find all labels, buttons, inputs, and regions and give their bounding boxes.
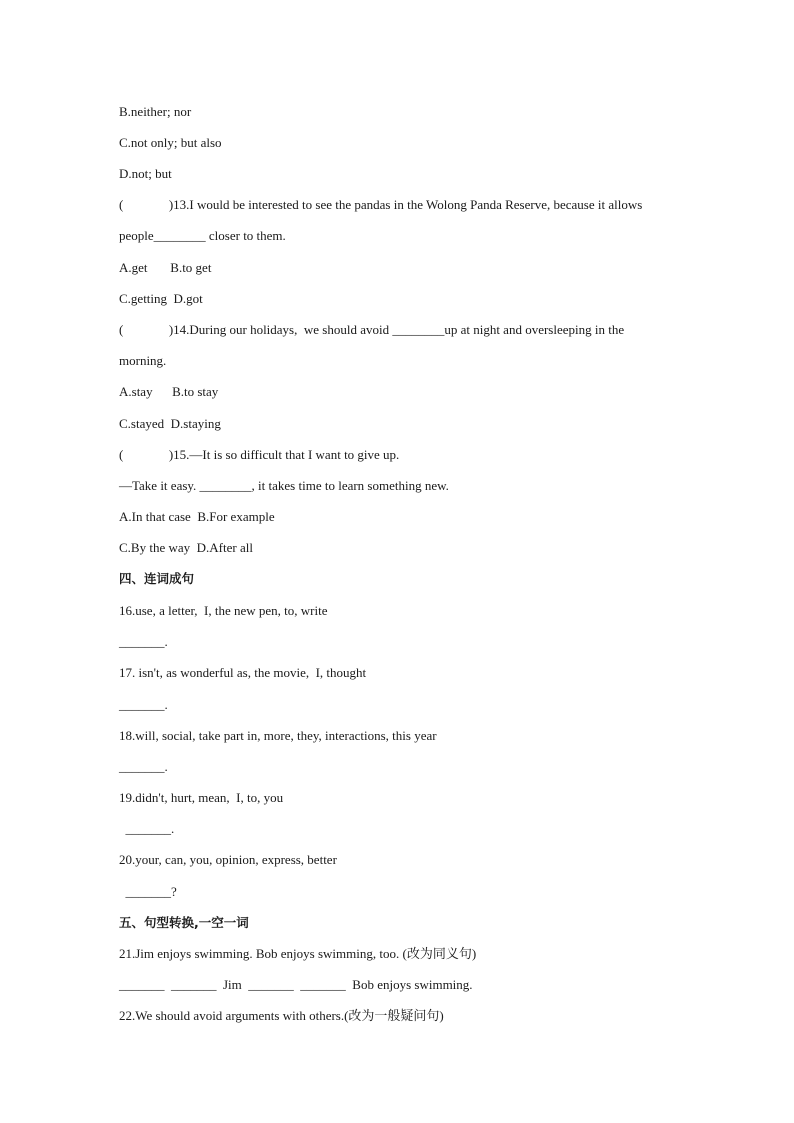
question-21: 21.Jim enjoys swimming. Bob enjoys swimming, too. (改为同义句) [119, 946, 477, 961]
answer-blank-19: _______. [119, 821, 175, 836]
options-cd-q13: C.getting D.got [119, 291, 203, 306]
question-13: ( )13.I would be interested to see the pandas in the Wolong Panda Reserve, because it allows [119, 197, 643, 212]
option-b-q12: B.neither; nor [119, 104, 192, 119]
question-18: 18.will, social, take part in, more, they, interactions, this year [119, 728, 437, 743]
question-17: 17. isn't, as wonderful as, the movie, I, thought [119, 665, 367, 680]
answer-blank-18: _______. [119, 759, 168, 774]
option-c-q12: C.not only; but also [119, 135, 222, 150]
options-ab-q14: A.stay B.to stay [119, 384, 219, 399]
question-19: 19.didn't, hurt, mean, I, to, you [119, 790, 284, 805]
answer-blanks-21: _______ _______ Jim _______ _______ Bob enjoys swimming. [119, 977, 473, 992]
options-cd-q15: C.By the way D.After all [119, 540, 253, 555]
section-4-heading: 四、连词成句 [119, 571, 195, 586]
options-ab-q13: A.get B.to get [119, 260, 212, 275]
answer-blank-17: _______. [119, 697, 168, 712]
question-22: 22.We should avoid arguments with others.(改为一般疑问句) [119, 1008, 444, 1023]
question-15-cont: —Take it easy. ________, it takes time to learn something new. [119, 478, 449, 493]
question-16: 16.use, a letter, I, the new pen, to, write [119, 603, 328, 618]
answer-blank-20: _______? [119, 884, 177, 899]
question-20: 20.your, can, you, opinion, express, better [119, 852, 337, 867]
options-ab-q15: A.In that case B.For example [119, 509, 275, 524]
question-13-cont: people________ closer to them. [119, 228, 286, 243]
question-14-cont: morning. [119, 353, 167, 368]
answer-blank-16: _______. [119, 634, 168, 649]
options-cd-q14: C.stayed D.staying [119, 416, 221, 431]
section-5-heading: 五、句型转换,一空一词 [119, 915, 249, 930]
question-15: ( )15.—It is so difficult that I want to give up. [119, 447, 400, 462]
question-14: ( )14.During our holidays, we should avoid ________up at night and oversleeping in the [119, 322, 625, 337]
option-d-q12: D.not; but [119, 166, 172, 181]
